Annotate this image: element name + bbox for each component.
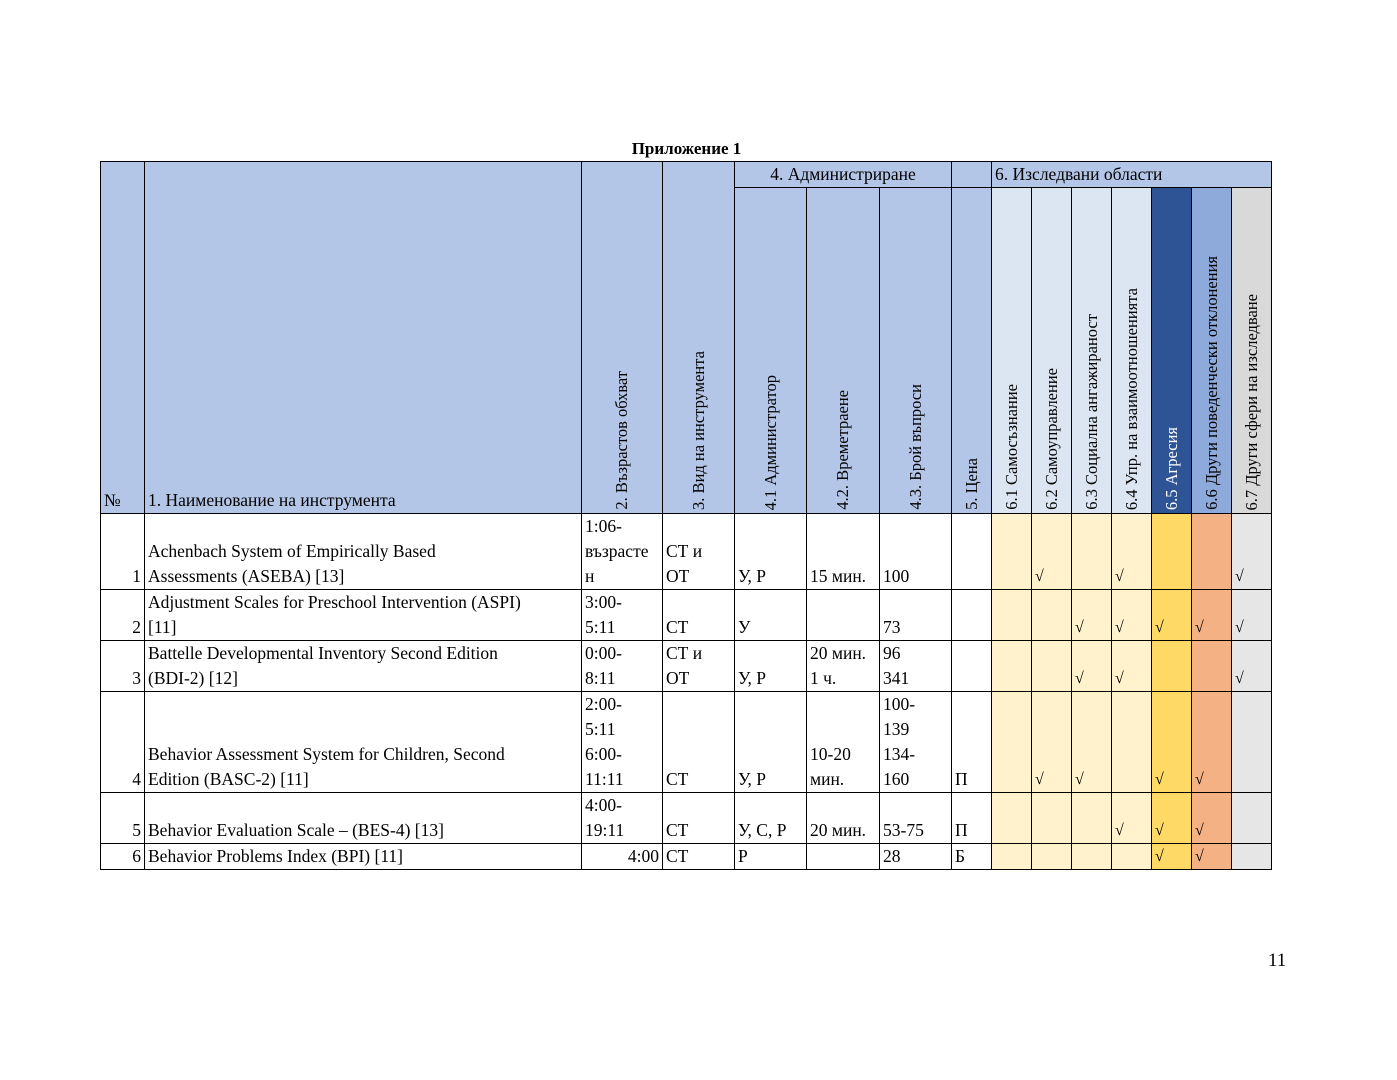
- header-area-1: [992, 188, 1032, 514]
- cell-area-6: √: [1192, 692, 1232, 793]
- table-row: [101, 641, 1272, 692]
- page-number: 11: [1268, 950, 1287, 971]
- cell-age: 2:00- 5:11 6:00- 11:11: [582, 692, 663, 793]
- header-group-admin: 4. Администриране: [735, 162, 952, 188]
- header-group-spacer: [952, 162, 992, 188]
- cell-area-6: [1192, 641, 1232, 692]
- header-area-2-label: 6.2 Самоуправление: [1041, 368, 1061, 510]
- cell-no: 2: [101, 590, 145, 641]
- header-area-7-label: 6.7 Други сфери на изследване: [1241, 293, 1261, 510]
- table-caption: Приложение 1: [631, 139, 742, 158]
- cell-area-7: [1232, 692, 1272, 793]
- cell-area-7: [1232, 793, 1272, 844]
- cell-questions: 28: [880, 844, 952, 870]
- cell-area-7: √: [1232, 590, 1272, 641]
- cell-questions: 100: [880, 514, 952, 590]
- cell-price: П: [952, 692, 992, 793]
- cell-area-1: [992, 692, 1032, 793]
- cell-type: СТ: [663, 793, 735, 844]
- cell-name: Achenbach System of Empirically Based Assessments (ASEBA) [13]: [145, 514, 582, 590]
- cell-area-5: √: [1152, 844, 1192, 870]
- header-group-areas: 6. Изследвани области: [992, 162, 1272, 188]
- header-questions: [880, 188, 952, 514]
- cell-area-1: [992, 641, 1032, 692]
- cell-area-5: [1152, 641, 1192, 692]
- cell-no: 6: [101, 844, 145, 870]
- cell-no: 3: [101, 641, 145, 692]
- cell-area-6: √: [1192, 590, 1232, 641]
- cell-time: 20 мин.: [807, 793, 880, 844]
- cell-area-2: √: [1032, 692, 1072, 793]
- cell-time: 15 мин.: [807, 514, 880, 590]
- cell-age: 1:06- възрасте н: [582, 514, 663, 590]
- cell-area-6: [1192, 514, 1232, 590]
- cell-time: [807, 590, 880, 641]
- cell-questions: 73: [880, 590, 952, 641]
- cell-name: Behavior Assessment System for Children, Second Edition (BASC-2) [11]: [145, 692, 582, 793]
- cell-age: 4:00- 19:11: [582, 793, 663, 844]
- cell-questions: 100- 139 134- 160: [880, 692, 952, 793]
- cell-administrator: У, Р: [735, 641, 807, 692]
- cell-area-2: √: [1032, 514, 1072, 590]
- cell-price: П: [952, 793, 992, 844]
- cell-area-7: √: [1232, 641, 1272, 692]
- header-administrator-label: 4.1 Администратор: [760, 374, 780, 510]
- header-name-label: 1. Наименование на инструмента: [148, 490, 396, 510]
- cell-area-3: √: [1072, 590, 1112, 641]
- table-row: [101, 793, 1272, 844]
- cell-area-7: √: [1232, 514, 1272, 590]
- header-no-label: №: [104, 490, 121, 510]
- header-area-5: [1152, 188, 1192, 514]
- header-no: [101, 162, 145, 514]
- header-time: [807, 188, 880, 514]
- cell-area-4: √: [1112, 641, 1152, 692]
- header-area-5-label: 6.5 Агресия: [1161, 426, 1181, 510]
- cell-administrator: У, Р: [735, 514, 807, 590]
- cell-administrator: Р: [735, 844, 807, 870]
- cell-age: 0:00- 8:11: [582, 641, 663, 692]
- cell-area-4: √: [1112, 514, 1152, 590]
- header-area-6: [1192, 188, 1232, 514]
- cell-area-3: √: [1072, 641, 1112, 692]
- cell-area-2: [1032, 641, 1072, 692]
- table-row: [101, 692, 1272, 793]
- cell-type: СТ и ОТ: [663, 514, 735, 590]
- cell-area-3: [1072, 793, 1112, 844]
- cell-age: 4:00: [582, 844, 663, 870]
- cell-time: [807, 844, 880, 870]
- cell-type: СТ и ОТ: [663, 641, 735, 692]
- cell-area-7: [1232, 844, 1272, 870]
- header-price: [952, 188, 992, 514]
- cell-area-4: [1112, 844, 1152, 870]
- cell-area-1: [992, 590, 1032, 641]
- cell-area-6: √: [1192, 844, 1232, 870]
- cell-questions: 96 341: [880, 641, 952, 692]
- header-age: [582, 162, 663, 514]
- table-row: [101, 844, 1272, 870]
- cell-price: Б: [952, 844, 992, 870]
- header-administrator: [735, 188, 807, 514]
- cell-area-5: √: [1152, 793, 1192, 844]
- cell-area-1: [992, 514, 1032, 590]
- cell-area-2: [1032, 844, 1072, 870]
- header-name: [145, 162, 582, 514]
- cell-no: 1: [101, 514, 145, 590]
- table-row: [101, 590, 1272, 641]
- header-area-1-label: 6.1 Самосъзнание: [1001, 384, 1021, 510]
- table-row: [101, 514, 1272, 590]
- cell-type: СТ: [663, 692, 735, 793]
- cell-no: 5: [101, 793, 145, 844]
- header-age-label: 2. Възрастов обхват: [612, 371, 631, 510]
- cell-area-4: √: [1112, 590, 1152, 641]
- header-area-6-label: 6.6 Други поведенчески отклонения: [1201, 256, 1221, 510]
- cell-area-1: [992, 793, 1032, 844]
- cell-price: [952, 514, 992, 590]
- header-area-4-label: 6.4 Упр. на взаимоотношенията: [1121, 287, 1141, 510]
- cell-area-4: [1112, 692, 1152, 793]
- cell-area-2: [1032, 590, 1072, 641]
- cell-administrator: У, Р: [735, 692, 807, 793]
- header-time-label: 4.2. Времетраене: [833, 390, 852, 510]
- header-area-3-label: 6.3 Социална ангажираност: [1081, 314, 1101, 510]
- cell-area-3: √: [1072, 692, 1112, 793]
- cell-area-1: [992, 844, 1032, 870]
- cell-name: Adjustment Scales for Preschool Intervention (ASPI) [11]: [145, 590, 582, 641]
- cell-area-3: [1072, 514, 1112, 590]
- cell-type: СТ: [663, 844, 735, 870]
- cell-area-5: √: [1152, 590, 1192, 641]
- header-area-3: [1072, 188, 1112, 514]
- header-type: [663, 162, 735, 514]
- cell-time: 20 мин. 1 ч.: [807, 641, 880, 692]
- header-area-7: [1232, 188, 1272, 514]
- cell-questions: 53-75: [880, 793, 952, 844]
- cell-time: 10-20 мин.: [807, 692, 880, 793]
- header-price-label: 5. Цена: [961, 458, 981, 510]
- cell-price: [952, 590, 992, 641]
- cell-price: [952, 641, 992, 692]
- cell-name: Behavior Evaluation Scale – (BES-4) [13]: [145, 793, 582, 844]
- header-area-4: [1112, 188, 1152, 514]
- cell-area-2: [1032, 793, 1072, 844]
- cell-area-6: √: [1192, 793, 1232, 844]
- header-area-2: [1032, 188, 1072, 514]
- header-questions-label: 4.3. Брой въпроси: [905, 384, 925, 510]
- cell-administrator: У: [735, 590, 807, 641]
- cell-area-5: √: [1152, 692, 1192, 793]
- cell-age: 3:00- 5:11: [582, 590, 663, 641]
- instruments-table: [100, 161, 1272, 870]
- header-type-label: 3. Вид на инструмента: [688, 351, 708, 510]
- cell-area-4: √: [1112, 793, 1152, 844]
- cell-area-3: [1072, 844, 1112, 870]
- cell-no: 4: [101, 692, 145, 793]
- cell-area-5: [1152, 514, 1192, 590]
- cell-administrator: У, С, Р: [735, 793, 807, 844]
- cell-type: СТ: [663, 590, 735, 641]
- cell-name: Behavior Problems Index (BPI) [11]: [145, 844, 582, 870]
- cell-name: Battelle Developmental Inventory Second Edition (BDI-2) [12]: [145, 641, 582, 692]
